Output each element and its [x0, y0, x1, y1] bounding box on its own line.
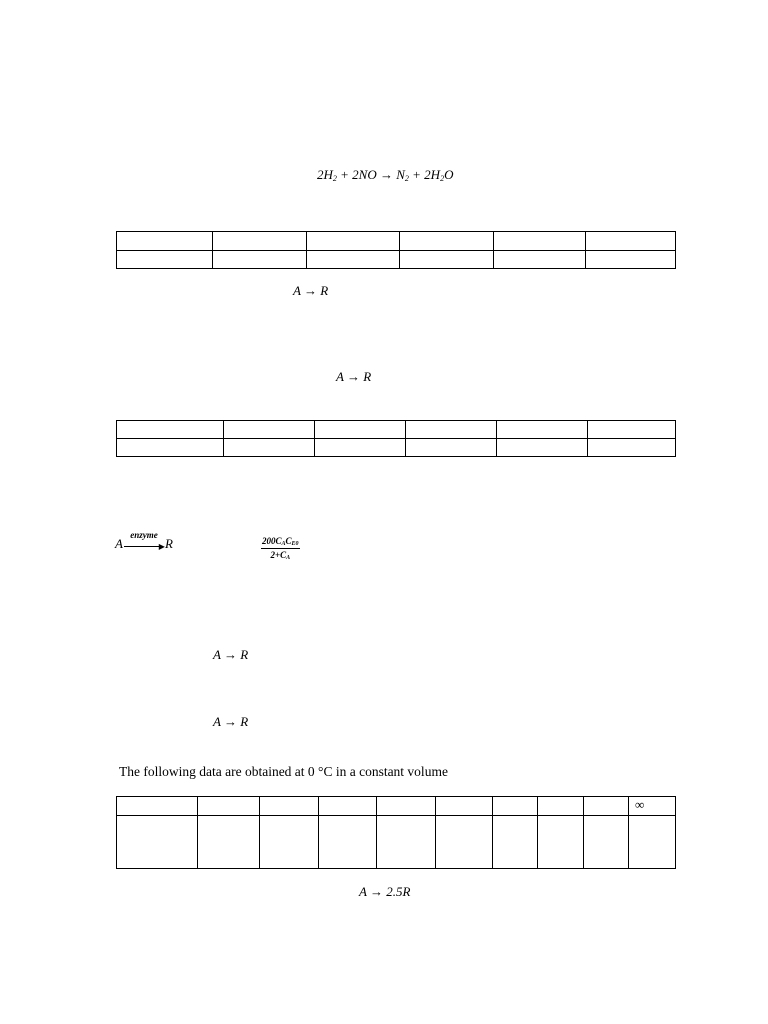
table-cell: [538, 797, 584, 816]
eq1-sub-2: 2: [404, 174, 409, 183]
table-cell: [629, 816, 676, 869]
enzyme-product: R: [164, 536, 173, 551]
table-cell: [406, 439, 497, 457]
table-cell: [260, 816, 319, 869]
table-cell: [307, 251, 400, 269]
table-cell: [588, 439, 676, 457]
table-cell: [307, 232, 400, 251]
enzyme-reactant: A: [115, 536, 123, 551]
eq1-sub-1: 2: [332, 174, 337, 183]
table-cell: [497, 421, 588, 439]
den-sub-1: A: [286, 555, 291, 561]
arrow-shaft: [124, 546, 161, 547]
eq1-part-2: + 2NO → N: [336, 167, 405, 182]
table-cell: [260, 797, 319, 816]
reaction-equation-6: A → R: [213, 714, 249, 729]
data-table-3: [116, 796, 676, 869]
reaction-equation-5: A → R: [213, 647, 249, 662]
table-cell: [213, 232, 307, 251]
num-sub-1: A: [281, 541, 286, 547]
data-table-1: [116, 231, 676, 269]
reaction-equation-7: A → 2.5R: [359, 884, 411, 899]
eq1-part-1: 2H: [317, 167, 333, 182]
num-part-2: C: [285, 536, 292, 546]
table-cell: [198, 816, 260, 869]
table-cell: [400, 251, 494, 269]
problem-statement: The following data are obtained at 0 °C in a constant volume: [119, 764, 448, 779]
enzyme-arrow: [123, 530, 165, 552]
table-cell: [436, 816, 493, 869]
table-cell: [494, 251, 586, 269]
table-cell: [584, 797, 629, 816]
table-cell: [117, 816, 198, 869]
table-cell: [117, 439, 224, 457]
enzyme-label: enzyme: [130, 530, 158, 540]
rate-numerator: [261, 536, 300, 549]
num-part-1: 200C: [262, 536, 282, 546]
enzyme-reaction: [115, 530, 173, 552]
table-row: [117, 232, 676, 251]
table-cell: [400, 232, 494, 251]
rate-denominator: [261, 549, 300, 561]
table-cell: [213, 251, 307, 269]
eq1-part-4: O: [444, 167, 454, 182]
table-cell: [377, 816, 436, 869]
table-row: [117, 816, 676, 869]
table-cell: [117, 232, 213, 251]
table-cell: [315, 439, 406, 457]
infinity-header: ∞: [629, 797, 676, 816]
table-cell: [494, 232, 586, 251]
table-cell: [493, 816, 538, 869]
table-cell: [117, 421, 224, 439]
table-cell: [198, 797, 260, 816]
table-cell: [497, 439, 588, 457]
table-row: [117, 251, 676, 269]
eq1-sub-3: 2: [440, 174, 445, 183]
eq1-part-3: + 2H: [408, 167, 441, 182]
table-cell: [117, 251, 213, 269]
arrow-head-icon: ▶: [158, 542, 165, 551]
rate-expression: [261, 536, 300, 561]
table-row: [117, 797, 676, 816]
table-cell: [538, 816, 584, 869]
table-cell: [117, 797, 198, 816]
table-cell: [586, 232, 676, 251]
reaction-equation-2: A → R: [293, 283, 329, 298]
num-sub-2: E0: [291, 541, 299, 547]
reaction-equation-1: [317, 167, 453, 183]
table-cell: [436, 797, 493, 816]
table-cell: [319, 816, 377, 869]
table-row: [117, 439, 676, 457]
table-cell: [315, 421, 406, 439]
table-cell: [319, 797, 377, 816]
table-cell: [406, 421, 497, 439]
table-cell: [588, 421, 676, 439]
table-cell: [586, 251, 676, 269]
den-part-1: 2+C: [270, 550, 287, 560]
data-table-2: [116, 420, 676, 457]
table-row: [117, 421, 676, 439]
reaction-equation-3: A → R: [336, 369, 372, 384]
table-cell: [584, 816, 629, 869]
table-cell: [377, 797, 436, 816]
table-cell: [224, 421, 315, 439]
table-cell: [224, 439, 315, 457]
table-cell: [493, 797, 538, 816]
